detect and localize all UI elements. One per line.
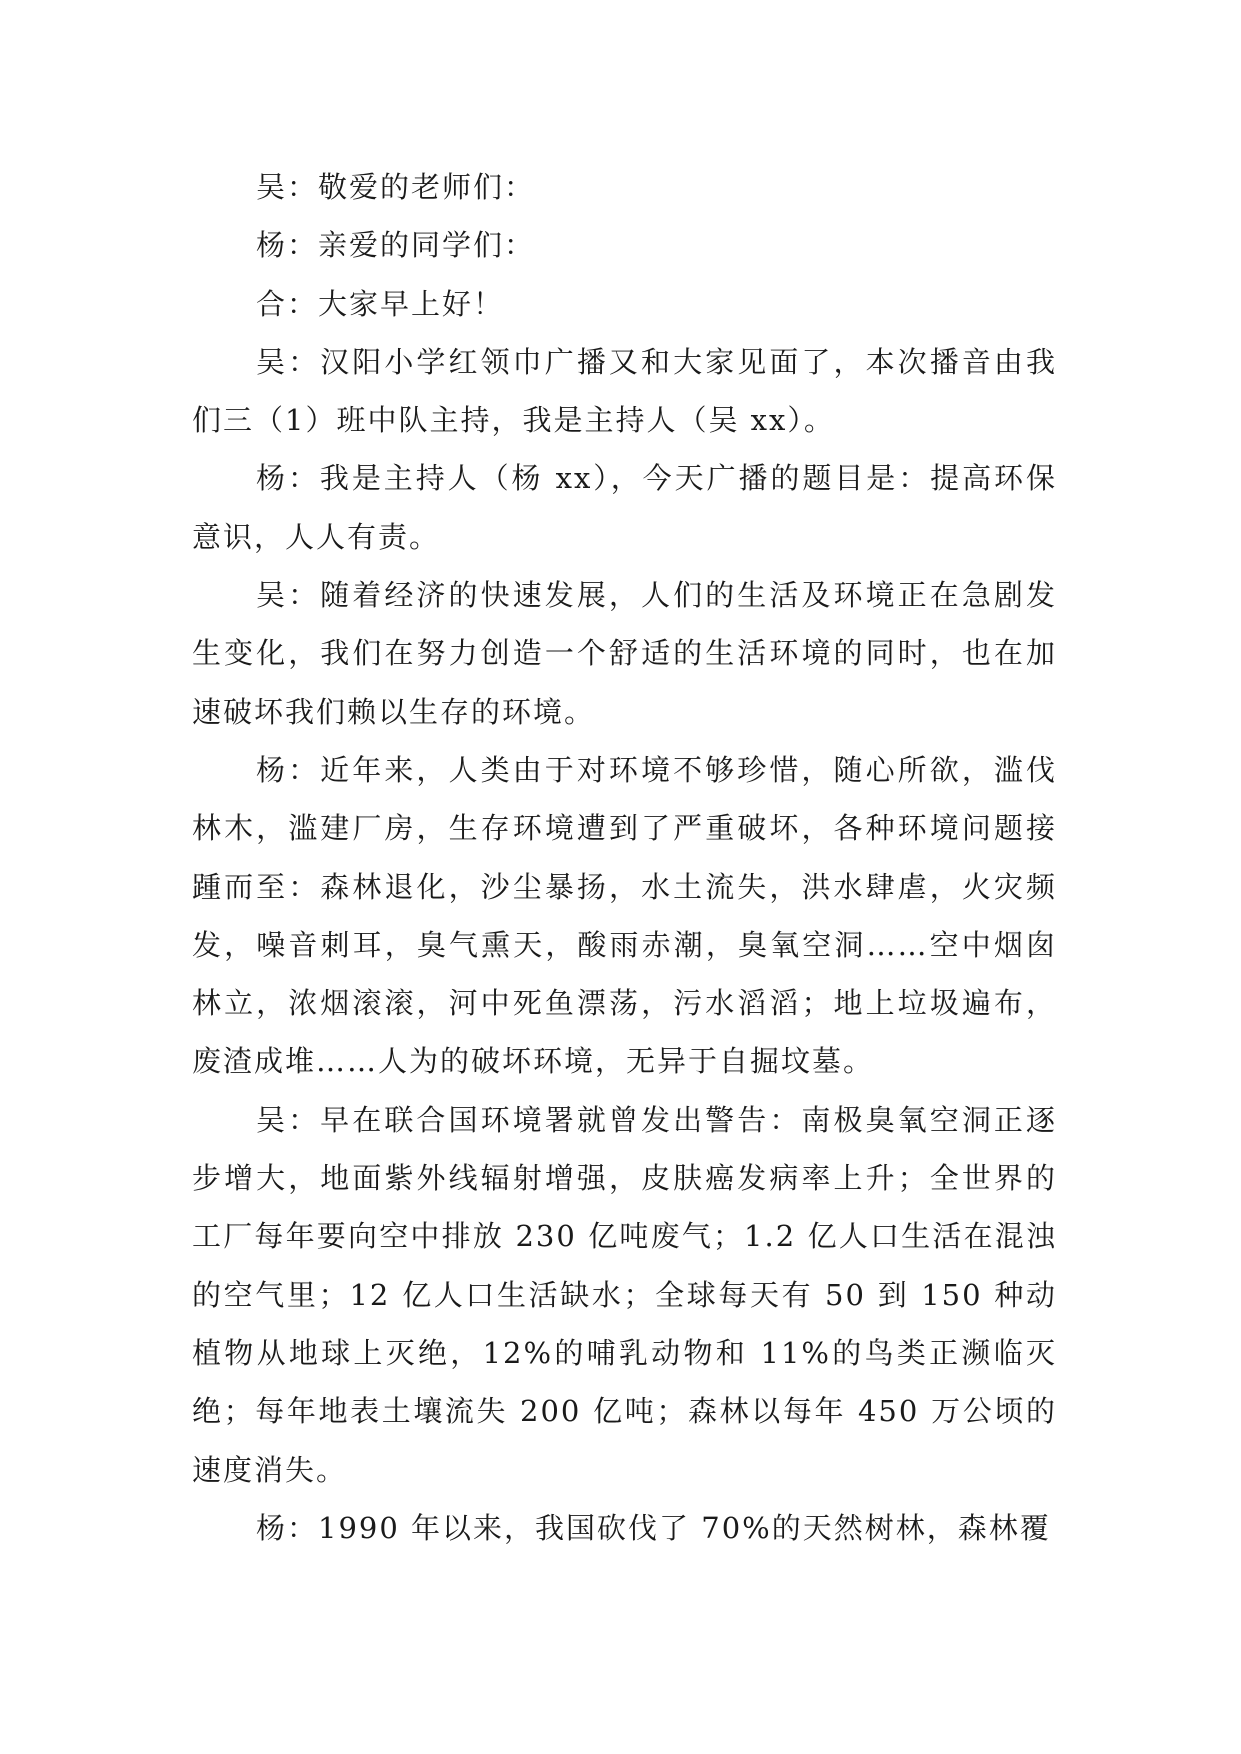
paragraph-forest-1990: 杨：1990 年以来，我国砍伐了 70%的天然树林，森林覆 [256,1510,1051,1545]
paragraph-greeting-all: 合：大家早上好！ [256,286,505,321]
paragraph-greeting-teachers: 吴：敬爱的老师们： [256,170,536,204]
document-body [192,158,1057,1557]
paragraph-environment-problems: 杨：近年来，人类由于对环境不够珍惜，随心所欲，滥伐林木，滥建厂房，生存环境遭到了严重破坏，各种环境问题接踵而至：森林退化，沙尘暴扬，水土流失，洪水肆虐，火灾频发，噪音刺耳，臭气熏天，酸雨赤潮，臭氧空洞……空中烟囱林立，浓烟滚滚，河中死鱼漂荡，污水滔滔；地上垃圾遍布，废渣成堆……人为的破坏环境，无异于自掘坟墓。 [192,752,1057,1079]
paragraph-intro-wu: 吴：汉阳小学红领巾广播又和大家见面了，本次播音由我们三（1）班中队主持，我是主持人（吴 xx）。 [192,344,1057,438]
paragraph-un-warning: 吴：早在联合国环境署就曾发出警告：南极臭氧空洞正逐步增大，地面紫外线辐射增强，皮肤癌发病率上升；全世界的工厂每年要向空中排放 230 亿吨废气；1.2 亿人口生活在混浊的空气里；12 亿人口生活缺水；全球每天有 50 到 150 种动植物从地球上灭绝，12%的哺乳动物和 11%的鸟类正濒临灭绝；每年地表土壤流失 200 亿吨；森林以每年 450 万公顷的速度消失。 [192,1102,1057,1487]
paragraph-greeting-students: 杨：亲爱的同学们： [256,228,536,263]
paragraph-development: 吴：随着经济的快速发展，人们的生活及环境正在急剧发生变化，我们在努力创造一个舒适的生活环境的同时，也在加速破坏我们赖以生存的环境。 [192,578,1057,729]
paragraph-intro-yang: 杨：我是主持人（杨 xx），今天广播的题目是：提高环保意识，人人有责。 [192,461,1057,554]
